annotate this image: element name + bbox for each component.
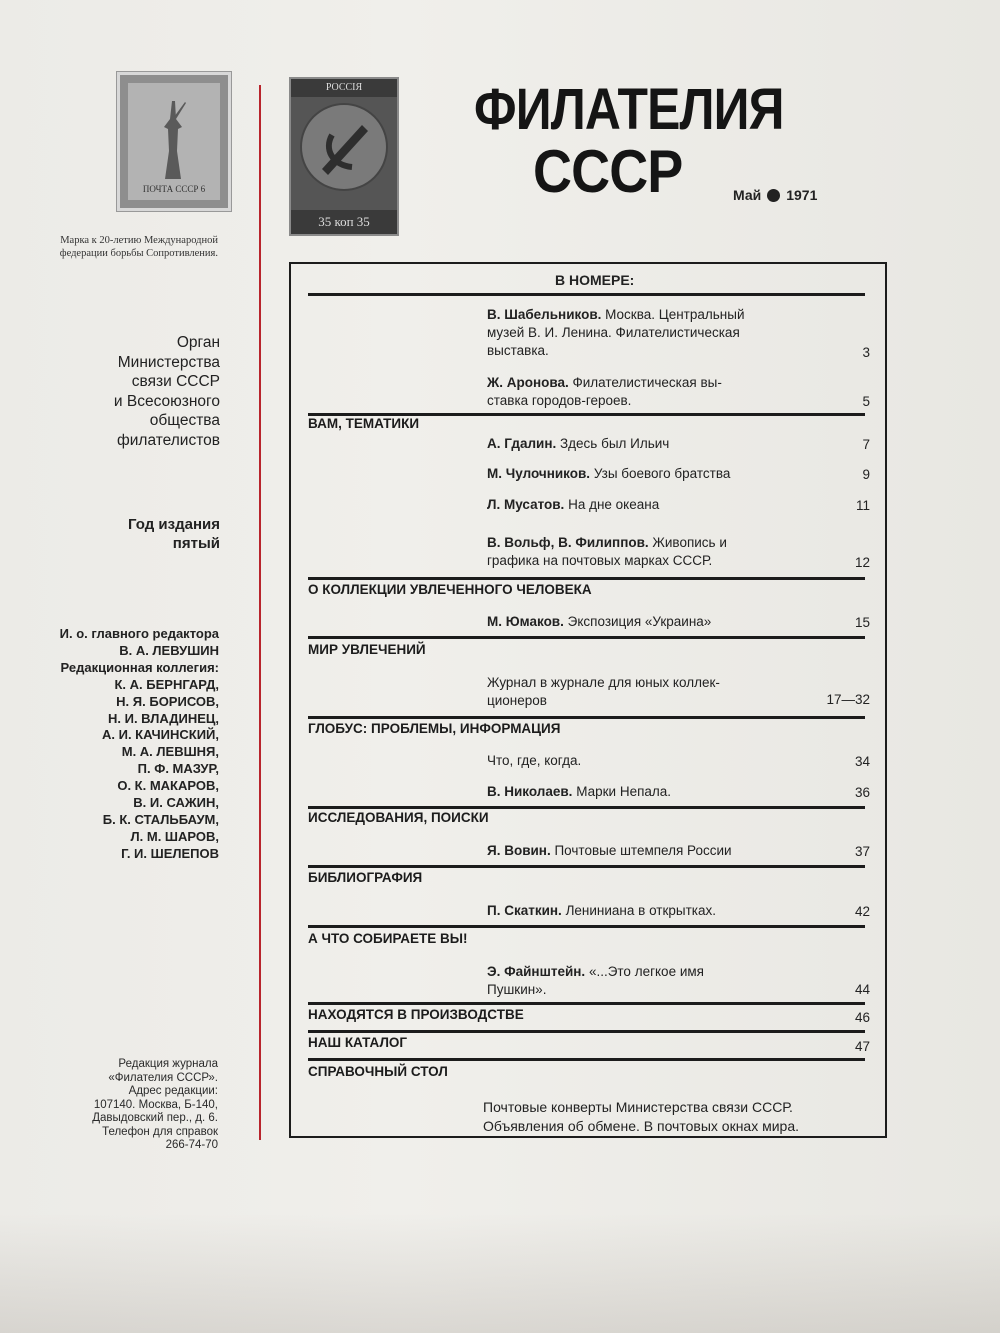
item-title: Узы боевого братства [593, 466, 731, 481]
address-line: 107140. Москва, Б-140, [93, 1098, 218, 1111]
item-title: «...Это легкое имя [588, 964, 704, 979]
item-page: 47 [854, 1039, 870, 1054]
masthead-title-line2: СССР [533, 138, 683, 205]
item-page: 37 [854, 844, 870, 859]
editor-line: Н. Я. БОРИСОВ, [116, 693, 219, 709]
toc-item [487, 534, 867, 570]
toc-item [487, 963, 867, 999]
item-author: В. Николаев. [487, 784, 573, 799]
toc-item [487, 902, 867, 920]
item-title: Марки Непала. [576, 784, 672, 799]
editorial-board [0, 626, 219, 863]
stamp-right-bottom-label: 35 коп 35 [291, 210, 397, 234]
item-page: 42 [854, 904, 870, 919]
item-title: ставка городов-героев. [487, 393, 632, 408]
item-page: 7 [862, 437, 870, 452]
toc-rule [308, 925, 865, 928]
toc-rule [308, 636, 865, 639]
stamp-caption [2, 234, 218, 260]
toc-item [487, 465, 867, 483]
item-author: М. Чулочников. [487, 466, 591, 481]
address-line: Адрес редакции: [128, 1085, 218, 1097]
toc-item [487, 435, 867, 453]
editor-line: Б. К. СТАЛЬБАУМ, [102, 811, 219, 827]
item-page: 3 [862, 345, 870, 360]
toc-rule [308, 1058, 865, 1061]
item-page: 46 [854, 1010, 870, 1025]
editor-line: О. К. МАКАРОВ, [117, 778, 219, 794]
item-author: А. Гдалин. [487, 436, 557, 451]
section-heading: ГЛОБУС: ПРОБЛЕМЫ, ИНФОРМАЦИЯ [308, 721, 561, 736]
issue-year: 1971 [786, 187, 818, 203]
section-heading: МИР УВЛЕЧЕНИЙ [308, 642, 426, 657]
section-heading: О КОЛЛЕКЦИИ УВЛЕЧЕННОГО ЧЕЛОВЕКА [308, 582, 592, 597]
toc-item [487, 374, 867, 410]
item-title: Пушкин». [487, 982, 547, 997]
stamp-inner [128, 83, 220, 200]
hammer-sickle-icon [302, 105, 386, 189]
footer-line: Объявления об обмене. В почтовых окнах мира. [483, 1117, 800, 1134]
stamp-right-medallion [300, 103, 388, 191]
toc-item [487, 842, 867, 860]
issue-month: Май [733, 187, 762, 203]
item-title: Филателистическая вы- [572, 375, 722, 390]
item-author: Я. Вовин. [487, 843, 551, 858]
publisher-line: общества [149, 412, 220, 429]
address-line: «Филателия СССР». [108, 1071, 218, 1084]
item-page: 17—32 [826, 692, 870, 707]
item-title: На дне океана [568, 497, 660, 512]
publisher-line: Министерства [117, 353, 220, 371]
item-title: музей В. И. Ленина. Филателистическая [487, 325, 740, 340]
toc-rule [308, 577, 865, 580]
stamp-image-right [289, 77, 399, 236]
publisher-line: Орган [176, 334, 220, 351]
publication-year-block [20, 515, 220, 553]
publisher-line: и Всесоюзного [113, 392, 220, 410]
toc-heading: В НОМЕРЕ: [555, 272, 635, 288]
bullet-icon [767, 189, 780, 202]
item-page: 34 [854, 754, 870, 769]
item-title: Что, где, когда. [487, 753, 582, 768]
item-title: Москва. Центральный [605, 307, 745, 322]
editor-line: М. А. ЛЕВШНЯ, [121, 744, 219, 760]
issue-date [733, 187, 817, 203]
address-line: 266-74-70 [165, 1139, 218, 1151]
year-line: пятый [172, 535, 220, 552]
section-heading: А ЧТО СОБИРАЕТЕ ВЫ! [308, 931, 468, 946]
item-title: Здесь был Ильич [560, 436, 670, 451]
caption-line: Марка к 20-летию Международной [60, 235, 218, 246]
year-line: Год издания [128, 516, 220, 533]
item-author: В. Вольф, В. Филиппов. [487, 535, 649, 550]
editor-line: И. о. главного редактора [59, 626, 219, 641]
monument-icon [158, 99, 188, 181]
publisher-line: связи СССР [131, 373, 220, 390]
item-title: Почтовые штемпеля России [554, 843, 732, 858]
item-title: ционеров [487, 693, 547, 708]
address-line: Телефон для справок [102, 1125, 218, 1138]
item-page: 5 [862, 394, 870, 409]
section-heading: ИССЛЕДОВАНИЯ, ПОИСКИ [308, 810, 489, 825]
publisher-block [20, 333, 220, 450]
section-heading: НАШ КАТАЛОГ [308, 1035, 408, 1050]
red-divider [259, 85, 261, 1140]
editor-line: А. И. КАЧИНСКИЙ, [102, 727, 219, 743]
caption-line: федерации борьбы Сопротивления. [59, 248, 218, 259]
item-author: Э. Файнштейн. [487, 964, 586, 979]
item-title: Живопись и [652, 535, 727, 550]
toc-item [487, 613, 867, 631]
toc-rule [308, 716, 865, 719]
toc-item [487, 783, 867, 801]
editor-line: Г. И. ШЕЛЕПОВ [121, 845, 219, 861]
section-heading: НАХОДЯТСЯ В ПРОИЗВОДСТВЕ [308, 1007, 524, 1022]
editor-line: В. И. САЖИН, [133, 795, 219, 811]
footer-line: Почтовые конверты Министерства связи СССР. [483, 1099, 793, 1115]
item-page: 9 [862, 467, 870, 482]
section-heading: ВАМ, ТЕМАТИКИ [308, 416, 420, 431]
section-heading: БИБЛИОГРАФИЯ [308, 870, 423, 885]
toc-item [487, 752, 867, 770]
toc-rule [308, 1030, 865, 1033]
item-page: 44 [854, 982, 870, 997]
item-title: Лениниана в открытках. [565, 903, 716, 918]
item-author: П. Скаткин. [487, 903, 562, 918]
toc-item [487, 496, 867, 514]
editorial-address [0, 1058, 218, 1153]
stamp-right-top-label: РОССIЯ [291, 79, 397, 97]
editor-line: Редакционная коллегия: [60, 659, 219, 675]
toc-item [487, 306, 867, 360]
editor-line: П. Ф. МАЗУР, [137, 761, 219, 777]
editor-line: К. А. БЕРНГАРД, [114, 676, 219, 692]
toc-rule [308, 293, 865, 296]
reference-desk-items [483, 1098, 893, 1135]
stamp-image-left [117, 72, 231, 211]
item-page: 36 [854, 785, 870, 800]
publisher-line: филателистов [117, 431, 220, 449]
toc-rule [308, 806, 865, 809]
address-line: Редакция журнала [118, 1058, 218, 1070]
masthead-title-line1: ФИЛАТЕЛИЯ [474, 77, 784, 142]
section-heading: СПРАВОЧНЫЙ СТОЛ [308, 1064, 448, 1079]
item-author: М. Юмаков. [487, 614, 564, 629]
item-title: Экспозиция «Украина» [567, 614, 712, 629]
editor-line: В. А. ЛЕВУШИН [119, 642, 219, 658]
editor-line: Н. И. ВЛАДИНЕЦ, [107, 710, 219, 726]
address-line: Давыдовский пер., д. 6. [92, 1112, 218, 1124]
page-shadow [0, 1213, 1000, 1333]
item-author: В. Шабельников. [487, 307, 602, 322]
item-title: выставка. [487, 343, 549, 358]
toc-rule [308, 865, 865, 868]
item-page: 15 [854, 615, 870, 630]
item-page: 12 [854, 555, 870, 570]
item-title: графика на почтовых марках СССР. [487, 553, 713, 568]
toc-rule [308, 1002, 865, 1005]
item-title: Журнал в журнале для юных коллек- [487, 675, 720, 690]
item-author: Л. Мусатов. [487, 497, 565, 512]
item-page: 11 [855, 498, 870, 513]
item-author: Ж. Аронова. [487, 375, 569, 390]
stamp-left-label: ПОЧТА СССР 6 [142, 184, 206, 194]
editor-line: Л. М. ШАРОВ, [130, 828, 219, 844]
